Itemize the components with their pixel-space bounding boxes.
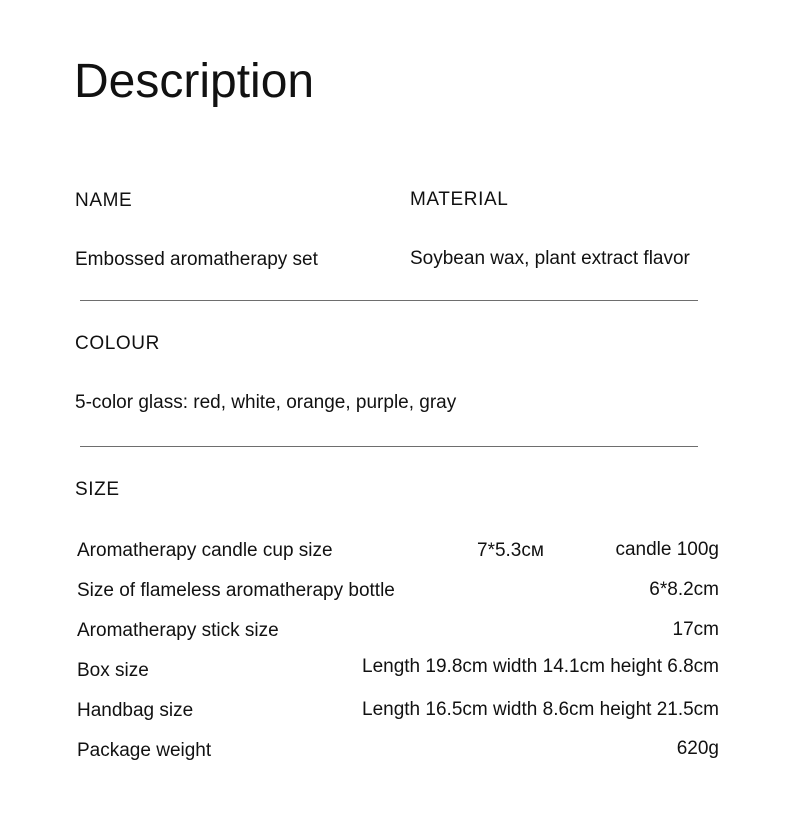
material-value: Soybean wax, plant extract flavor xyxy=(410,248,690,269)
size-heading: SIZE xyxy=(75,479,120,500)
size-row-value: 6*8.2cm xyxy=(649,579,719,600)
size-row-label: Handbag size xyxy=(77,700,194,721)
name-value: Embossed aromatherapy set xyxy=(75,249,318,270)
size-row-label: Size of flameless aromatherapy bottle xyxy=(77,580,395,601)
size-row-label: Package weight xyxy=(77,740,212,761)
size-row-label: Box size xyxy=(77,660,149,681)
size-row-value: candle 100g xyxy=(615,539,719,560)
size-row-value: Length 19.8cm width 14.1cm height 6.8cm xyxy=(362,656,719,677)
size-row-value: 17cm xyxy=(672,619,719,640)
page-title: Description xyxy=(74,55,315,108)
material-heading: MATERIAL xyxy=(410,189,509,210)
size-row-mid-value: 7*5.3см xyxy=(477,540,544,561)
colour-heading: COLOUR xyxy=(75,333,160,354)
divider xyxy=(80,446,698,447)
size-row-value: Length 16.5cm width 8.6cm height 21.5cm xyxy=(362,699,719,720)
size-row-label: Aromatherapy stick size xyxy=(77,620,279,641)
divider xyxy=(80,300,698,301)
colour-value: 5-color glass: red, white, orange, purple, gray xyxy=(75,392,457,413)
size-row-label: Aromatherapy candle cup size xyxy=(77,540,333,561)
size-row-value: 620g xyxy=(676,738,719,759)
name-heading: NAME xyxy=(75,190,133,211)
